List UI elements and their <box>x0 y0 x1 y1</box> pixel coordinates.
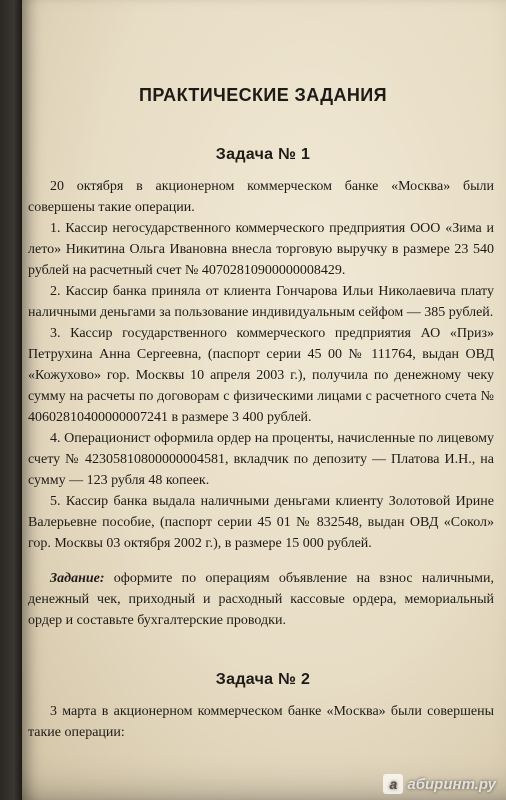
task-1-item-5: 5. Кассир банка выдала наличными деньгами клиенту Золотовой Ирине Валерьевне пособие, (паспорт серии 45 01 № 832548, выдан ОВД «Сокол» гор. Москвы 03 октября 2002 г.), в размере 15 000 рублей. <box>28 494 494 551</box>
task-2-intro: 3 марта в акционерном коммерческом банке «Москва» были совершены такие операции: <box>28 704 494 740</box>
task-2 <box>28 671 498 743</box>
task-1-item-2: 2. Кассир банка приняла от клиента Гончарова Ильи Николаевича плату наличными деньгами за пользование индивидуальным сейфом — 385 рублей. <box>28 284 494 320</box>
task-1-assignment <box>28 568 498 631</box>
task-1-title: Задача № 1 <box>215 146 311 163</box>
section-heading: ПРАКТИЧЕСКИЕ ЗАДАНИЯ <box>139 85 387 105</box>
watermark-text: абиринт.ру <box>407 775 496 793</box>
watermark <box>383 774 496 794</box>
task-1-item-1: 1. Кассир негосударственного коммерческого предприятия ООО «Зима и лето» Никитина Ольга Ивановна внесла торговую выручку в размере 23 540 рублей на расчетный счет № 40702810900000008429. <box>28 221 494 278</box>
book-page <box>22 0 506 800</box>
page-content <box>28 85 498 743</box>
assignment-label: Задание: <box>50 571 105 586</box>
task-1-intro: 20 октября в акционерном коммерческом банке «Москва» были совершены такие операции. <box>28 179 494 215</box>
task-1 <box>28 146 498 631</box>
labirint-logo-icon: a <box>383 774 403 794</box>
assignment-text: оформите по операциям объявление на взнос наличными, денежный чек, приходный и расходный кассовые ордера, мемориальный ордер и составьте бухгалтерские проводки. <box>28 571 494 628</box>
task-1-item-4: 4. Операционист оформила ордер на проценты, начисленные по лицевому счету № 42305810800000004581, вкладчик по депозиту — Платова И.Н., на сумму — 123 рубля 48 копеек. <box>28 431 494 488</box>
task-1-item-3: 3. Кассир государственного коммерческого предприятия АО «Приз» Петрухина Анна Сергеевна, (паспорт серии 45 00 № 111764, выдан ОВД «Кожухово» гор. Москвы 10 апреля 2003 г.), получила по денежному чеку сумму на расчеты по договорам с физическими лицами с расчетного счета № 40602810400000007241 в размере 3 400 рублей. <box>28 326 494 425</box>
task-2-title: Задача № 2 <box>215 671 311 688</box>
